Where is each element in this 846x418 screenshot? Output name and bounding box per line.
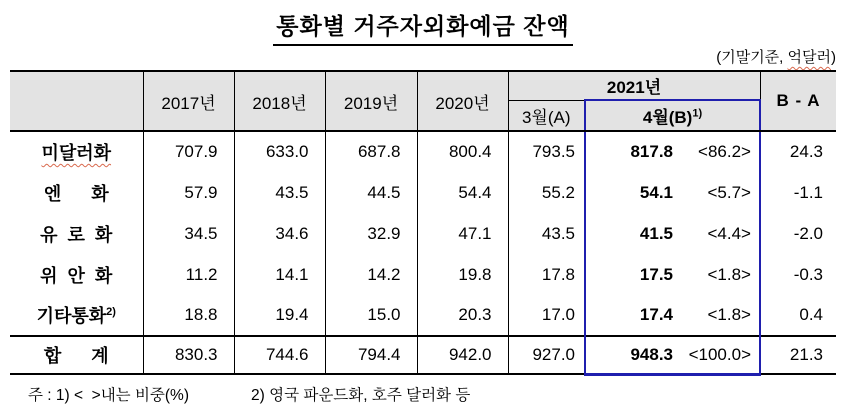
header-year-2019: 2019년 [325, 71, 417, 131]
value-diff: -0.3 [760, 254, 836, 295]
unit-note-unit: 억달러 [787, 49, 831, 66]
page-title: 통화별 거주자외화예금 잔액 [273, 8, 572, 46]
april-share: <86.2> [698, 142, 751, 161]
value-2020: 800.4 [417, 131, 508, 172]
total-diff: 21.3 [760, 336, 836, 374]
total-2018: 744.6 [234, 336, 325, 374]
value-2020: 47.1 [417, 213, 508, 254]
header-march-a: 3월(A) [508, 100, 585, 131]
april-share: <5.7> [707, 182, 751, 202]
currency-label-text: 유 로 화 [40, 224, 113, 245]
april-share: <1.8> [707, 264, 751, 284]
row-euro [10, 213, 836, 254]
value-april [585, 131, 760, 172]
row-usd [10, 131, 836, 172]
footnotes [28, 383, 470, 405]
value-2019: 44.5 [325, 172, 417, 213]
value-2018: 34.6 [234, 213, 325, 254]
value-march: 793.5 [508, 131, 585, 172]
value-2020: 20.3 [417, 295, 508, 336]
value-2019: 15.0 [325, 295, 417, 336]
header-april-label: 4월(B) [642, 108, 693, 127]
value-2018: 43.5 [234, 172, 325, 213]
header-year-2018: 2018년 [234, 71, 325, 131]
value-2019: 32.9 [325, 213, 417, 254]
currency-label-text: 위 안 화 [40, 265, 113, 286]
footnote-ref-1: 1) [692, 107, 703, 120]
value-2018: 633.0 [234, 131, 325, 172]
total-2017: 830.3 [143, 336, 234, 374]
value-2018: 19.4 [234, 295, 325, 336]
value-2017: 11.2 [143, 254, 234, 295]
april-amount: 54.1 [639, 182, 673, 202]
total-label-text: 합 계 [43, 346, 109, 366]
value-2020: 54.4 [417, 172, 508, 213]
currency-label-text: 미달러화 [41, 143, 112, 163]
header-april-b [585, 100, 760, 131]
total-label [10, 336, 143, 374]
title-wrap [0, 8, 846, 46]
value-2020: 19.8 [417, 254, 508, 295]
april-share: <1.8> [707, 305, 751, 324]
value-march: 43.5 [508, 213, 585, 254]
footnote-ref-2: 2) [106, 306, 116, 318]
april-amount: 817.8 [630, 142, 673, 161]
value-march: 55.2 [508, 172, 585, 213]
april-amount: 17.4 [639, 305, 673, 324]
header-diff-b-minus-a: B - A [760, 71, 836, 131]
value-diff: 24.3 [760, 131, 836, 172]
currency-label [10, 131, 143, 172]
value-2018: 14.1 [234, 254, 325, 295]
value-diff: -2.0 [760, 213, 836, 254]
value-2019: 687.8 [325, 131, 417, 172]
value-april [585, 172, 760, 213]
april-share: <4.4> [707, 223, 751, 243]
total-2020: 942.0 [417, 336, 508, 374]
footnote-1: 주 : 1) < >내는 비중(%) [28, 387, 190, 404]
row-total [10, 336, 836, 374]
value-diff: -1.1 [760, 172, 836, 213]
unit-note [716, 46, 836, 67]
value-april [585, 254, 760, 295]
row-yen [10, 172, 836, 213]
currency-label [10, 254, 143, 295]
header-year-2017: 2017년 [143, 71, 234, 131]
value-2017: 18.8 [143, 295, 234, 336]
value-april [585, 295, 760, 336]
row-other [10, 295, 836, 336]
row-yuan [10, 254, 836, 295]
april-amount: 41.5 [639, 223, 673, 243]
deposits-table [10, 70, 836, 376]
value-2017: 707.9 [143, 131, 234, 172]
header-year-2020: 2020년 [417, 71, 508, 131]
value-2017: 57.9 [143, 172, 234, 213]
total-2019: 794.4 [325, 336, 417, 374]
value-april [585, 213, 760, 254]
currency-label [10, 172, 143, 213]
unit-note-prefix: (기말기준, [716, 49, 788, 66]
currency-label [10, 295, 143, 336]
april-share: <100.0> [688, 344, 751, 364]
footnote-2: 2) 영국 파운드화, 호주 달러화 등 [251, 387, 471, 404]
currency-label-text: 기타통화 [36, 306, 107, 326]
unit-note-suffix: ) [831, 49, 836, 66]
value-2017: 34.5 [143, 213, 234, 254]
value-diff: 0.4 [760, 295, 836, 336]
currency-label [10, 213, 143, 254]
april-amount: 17.5 [639, 264, 673, 284]
header-year-2021: 2021년 [508, 71, 760, 100]
april-amount: 948.3 [630, 344, 673, 364]
corner-header [10, 71, 143, 131]
total-march: 927.0 [508, 336, 585, 374]
value-2019: 14.2 [325, 254, 417, 295]
total-april [585, 336, 760, 374]
value-march: 17.0 [508, 295, 585, 336]
value-march: 17.8 [508, 254, 585, 295]
currency-label-text: 엔 화 [43, 183, 109, 204]
